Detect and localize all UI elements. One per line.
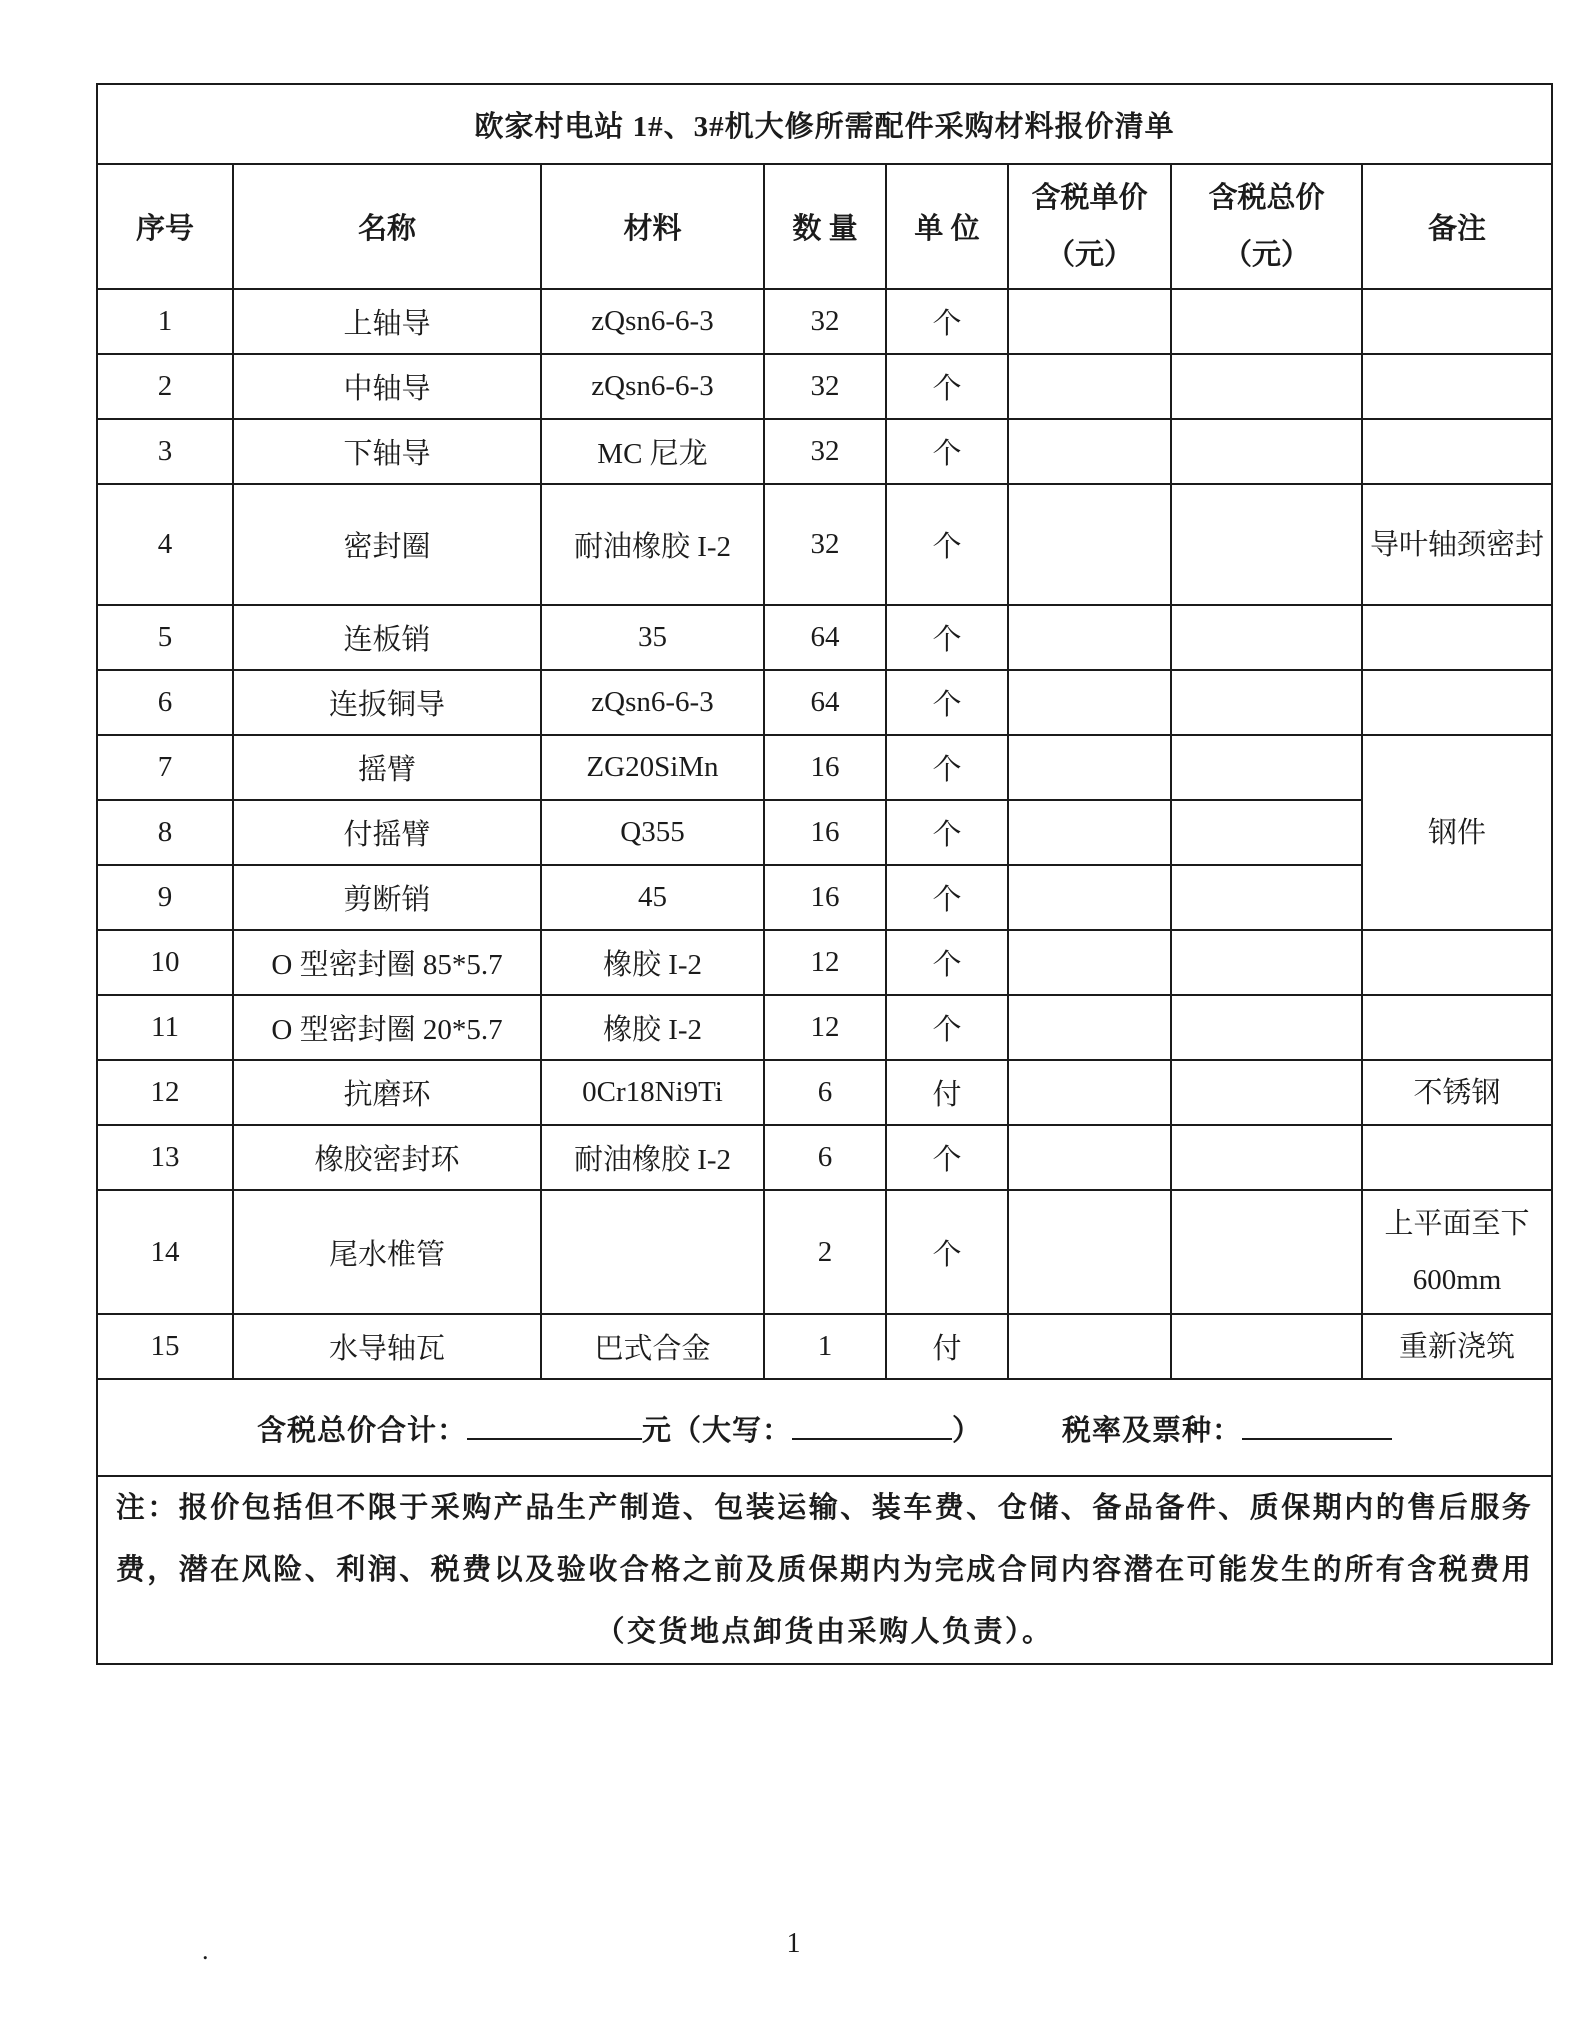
cell-index: 11	[97, 995, 233, 1060]
cell-index: 4	[97, 484, 233, 605]
cell-unit-price	[1008, 1190, 1171, 1314]
cell-unit-price	[1008, 419, 1171, 484]
cell-name: 上轴导	[233, 289, 541, 354]
cell-remark: 导叶轴颈密封	[1362, 484, 1552, 605]
cell-index: 5	[97, 605, 233, 670]
cell-name: O 型密封圈 85*5.7	[233, 930, 541, 995]
cell-index: 2	[97, 354, 233, 419]
table-row	[97, 930, 1552, 995]
cell-total-price	[1171, 1125, 1362, 1190]
cell-name: 抗磨环	[233, 1060, 541, 1125]
cell-total-price	[1171, 354, 1362, 419]
table-row	[97, 1190, 1552, 1314]
cell-name: 水导轴瓦	[233, 1314, 541, 1379]
cell-unit-price	[1008, 1314, 1171, 1379]
cell-name: 连扳铜导	[233, 670, 541, 735]
page-number: 1	[786, 1928, 801, 1959]
header-quantity: 数 量	[764, 164, 886, 289]
cell-quantity: 1	[764, 1314, 886, 1379]
note-row	[97, 1476, 1552, 1664]
header-unit: 单 位	[886, 164, 1008, 289]
header-unit-price	[1008, 164, 1171, 289]
cell-total-price	[1171, 670, 1362, 735]
cell-unit: 个	[886, 670, 1008, 735]
cell-index: 10	[97, 930, 233, 995]
total-amount-blank	[467, 1406, 642, 1440]
cell-unit-price	[1008, 289, 1171, 354]
tax-type-blank	[1242, 1406, 1392, 1440]
cell-total-price	[1171, 995, 1362, 1060]
cell-name: 连板销	[233, 605, 541, 670]
cell-total-price	[1171, 1190, 1362, 1314]
cell-unit-price	[1008, 930, 1171, 995]
cell-unit-price	[1008, 670, 1171, 735]
cell-index: 7	[97, 735, 233, 800]
totals-row	[97, 1379, 1552, 1476]
cell-total-price	[1171, 419, 1362, 484]
cell-material: zQsn6-6-3	[541, 289, 764, 354]
header-unit-price-line2: （元）	[1045, 238, 1133, 271]
cell-remark	[1362, 605, 1552, 670]
cell-unit: 个	[886, 419, 1008, 484]
cell-material: 耐油橡胶 I-2	[541, 484, 764, 605]
table-row	[97, 995, 1552, 1060]
cell-index: 12	[97, 1060, 233, 1125]
cell-unit: 个	[886, 354, 1008, 419]
cell-quantity: 6	[764, 1125, 886, 1190]
cell-total-price	[1171, 865, 1362, 930]
cell-name: 中轴导	[233, 354, 541, 419]
cell-unit-price	[1008, 605, 1171, 670]
cell-quantity: 16	[764, 735, 886, 800]
yuan-capital-label: 元（大写：	[641, 1415, 792, 1447]
cell-remark	[1362, 419, 1552, 484]
cell-unit: 个	[886, 289, 1008, 354]
header-unit-price-line1: 含税单价	[1031, 181, 1148, 214]
table-row	[97, 865, 1552, 930]
header-index: 序号	[97, 164, 233, 289]
cell-unit-price	[1008, 354, 1171, 419]
cell-unit: 个	[886, 1190, 1008, 1314]
cell-index: 1	[97, 289, 233, 354]
table-row	[97, 1125, 1552, 1190]
cell-material: 45	[541, 865, 764, 930]
cell-index: 9	[97, 865, 233, 930]
cell-material	[541, 1190, 764, 1314]
header-total-price-line1: 含税总价	[1208, 181, 1325, 214]
quotation-table	[96, 83, 1553, 1665]
cell-remark	[1362, 670, 1552, 735]
cell-quantity: 32	[764, 289, 886, 354]
cell-material: 巴式合金	[541, 1314, 764, 1379]
cell-quantity: 16	[764, 865, 886, 930]
cell-name: 密封圈	[233, 484, 541, 605]
table-row	[97, 800, 1552, 865]
cell-material: 0Cr18Ni9Ti	[541, 1060, 764, 1125]
cell-total-price	[1171, 1314, 1362, 1379]
cell-index: 8	[97, 800, 233, 865]
cell-total-price	[1171, 800, 1362, 865]
cell-remark	[1362, 354, 1552, 419]
cell-unit: 个	[886, 735, 1008, 800]
header-total-price-line2: （元）	[1222, 238, 1310, 271]
cell-unit-price	[1008, 1060, 1171, 1125]
tax-type-label: 税率及票种：	[1062, 1415, 1243, 1447]
cell-unit-price	[1008, 995, 1171, 1060]
cell-quantity: 64	[764, 605, 886, 670]
table-row	[97, 484, 1552, 605]
cell-remark: 重新浇筑	[1362, 1314, 1552, 1379]
cell-unit: 个	[886, 995, 1008, 1060]
cell-name: 剪断销	[233, 865, 541, 930]
cell-unit: 付	[886, 1060, 1008, 1125]
note-text: 注：报价包括但不限于采购产品生产制造、包装运输、装车费、仓储、备品备件、质保期内的售后服务费，潜在风险、利润、税费以及验收合格之前及质保期内为完成合同内容潜在可能发生的所有含税费用（交货地点卸货由采购人负责）。	[97, 1476, 1552, 1664]
cell-index: 3	[97, 419, 233, 484]
table-row	[97, 1314, 1552, 1379]
table-row	[97, 354, 1552, 419]
cell-name: 橡胶密封环	[233, 1125, 541, 1190]
stray-period-mark: .	[202, 1936, 209, 1965]
cell-unit: 付	[886, 1314, 1008, 1379]
cell-material: Q355	[541, 800, 764, 865]
cell-quantity: 32	[764, 484, 886, 605]
cell-name: 下轴导	[233, 419, 541, 484]
cell-unit: 个	[886, 930, 1008, 995]
header-material: 材料	[541, 164, 764, 289]
table-row	[97, 605, 1552, 670]
cell-total-price	[1171, 605, 1362, 670]
totals-line	[97, 1379, 1552, 1476]
cell-unit: 个	[886, 605, 1008, 670]
cell-total-price	[1171, 1060, 1362, 1125]
cell-unit: 个	[886, 800, 1008, 865]
cell-material: zQsn6-6-3	[541, 670, 764, 735]
cell-quantity: 2	[764, 1190, 886, 1314]
cell-unit-price	[1008, 484, 1171, 605]
cell-unit-price	[1008, 865, 1171, 930]
cell-total-price	[1171, 289, 1362, 354]
table-title-row	[97, 84, 1552, 164]
total-amount-label: 含税总价合计：	[256, 1415, 467, 1447]
cell-quantity: 32	[764, 354, 886, 419]
cell-quantity: 12	[764, 995, 886, 1060]
cell-total-price	[1171, 735, 1362, 800]
header-remark: 备注	[1362, 164, 1552, 289]
cell-material: 橡胶 I-2	[541, 930, 764, 995]
cell-quantity: 12	[764, 930, 886, 995]
cell-name: O 型密封圈 20*5.7	[233, 995, 541, 1060]
cell-index: 14	[97, 1190, 233, 1314]
close-paren-label: ）	[952, 1415, 983, 1447]
cell-remark	[1362, 1125, 1552, 1190]
table-row	[97, 670, 1552, 735]
cell-material: 35	[541, 605, 764, 670]
cell-quantity: 16	[764, 800, 886, 865]
cell-quantity: 6	[764, 1060, 886, 1125]
cell-material: 橡胶 I-2	[541, 995, 764, 1060]
cell-unit: 个	[886, 1125, 1008, 1190]
cell-index: 6	[97, 670, 233, 735]
cell-material: zQsn6-6-3	[541, 354, 764, 419]
header-total-price	[1171, 164, 1362, 289]
cell-index: 13	[97, 1125, 233, 1190]
cell-unit-price	[1008, 1125, 1171, 1190]
cell-name: 摇臂	[233, 735, 541, 800]
cell-total-price	[1171, 484, 1362, 605]
table-header-row	[97, 164, 1552, 289]
cell-remark	[1362, 289, 1552, 354]
cell-unit-price	[1008, 800, 1171, 865]
cell-unit: 个	[886, 865, 1008, 930]
cell-name: 付摇臂	[233, 800, 541, 865]
table-row	[97, 289, 1552, 354]
cell-name: 尾水椎管	[233, 1190, 541, 1314]
table-row	[97, 1060, 1552, 1125]
cell-remark: 上平面至下 600mm	[1362, 1190, 1552, 1314]
cell-material: 耐油橡胶 I-2	[541, 1125, 764, 1190]
cell-quantity: 64	[764, 670, 886, 735]
table-row	[97, 419, 1552, 484]
cell-quantity: 32	[764, 419, 886, 484]
table-title: 欧家村电站 1#、3#机大修所需配件采购材料报价清单	[97, 84, 1552, 164]
cell-unit: 个	[886, 484, 1008, 605]
capital-amount-blank	[792, 1406, 952, 1440]
cell-remark-merged: 钢件	[1362, 735, 1552, 930]
cell-material: ZG20SiMn	[541, 735, 764, 800]
cell-unit-price	[1008, 735, 1171, 800]
cell-total-price	[1171, 930, 1362, 995]
cell-material: MC 尼龙	[541, 419, 764, 484]
cell-remark	[1362, 930, 1552, 995]
table-row	[97, 735, 1552, 800]
cell-remark: 不锈钢	[1362, 1060, 1552, 1125]
cell-remark	[1362, 995, 1552, 1060]
cell-index: 15	[97, 1314, 233, 1379]
header-name: 名称	[233, 164, 541, 289]
